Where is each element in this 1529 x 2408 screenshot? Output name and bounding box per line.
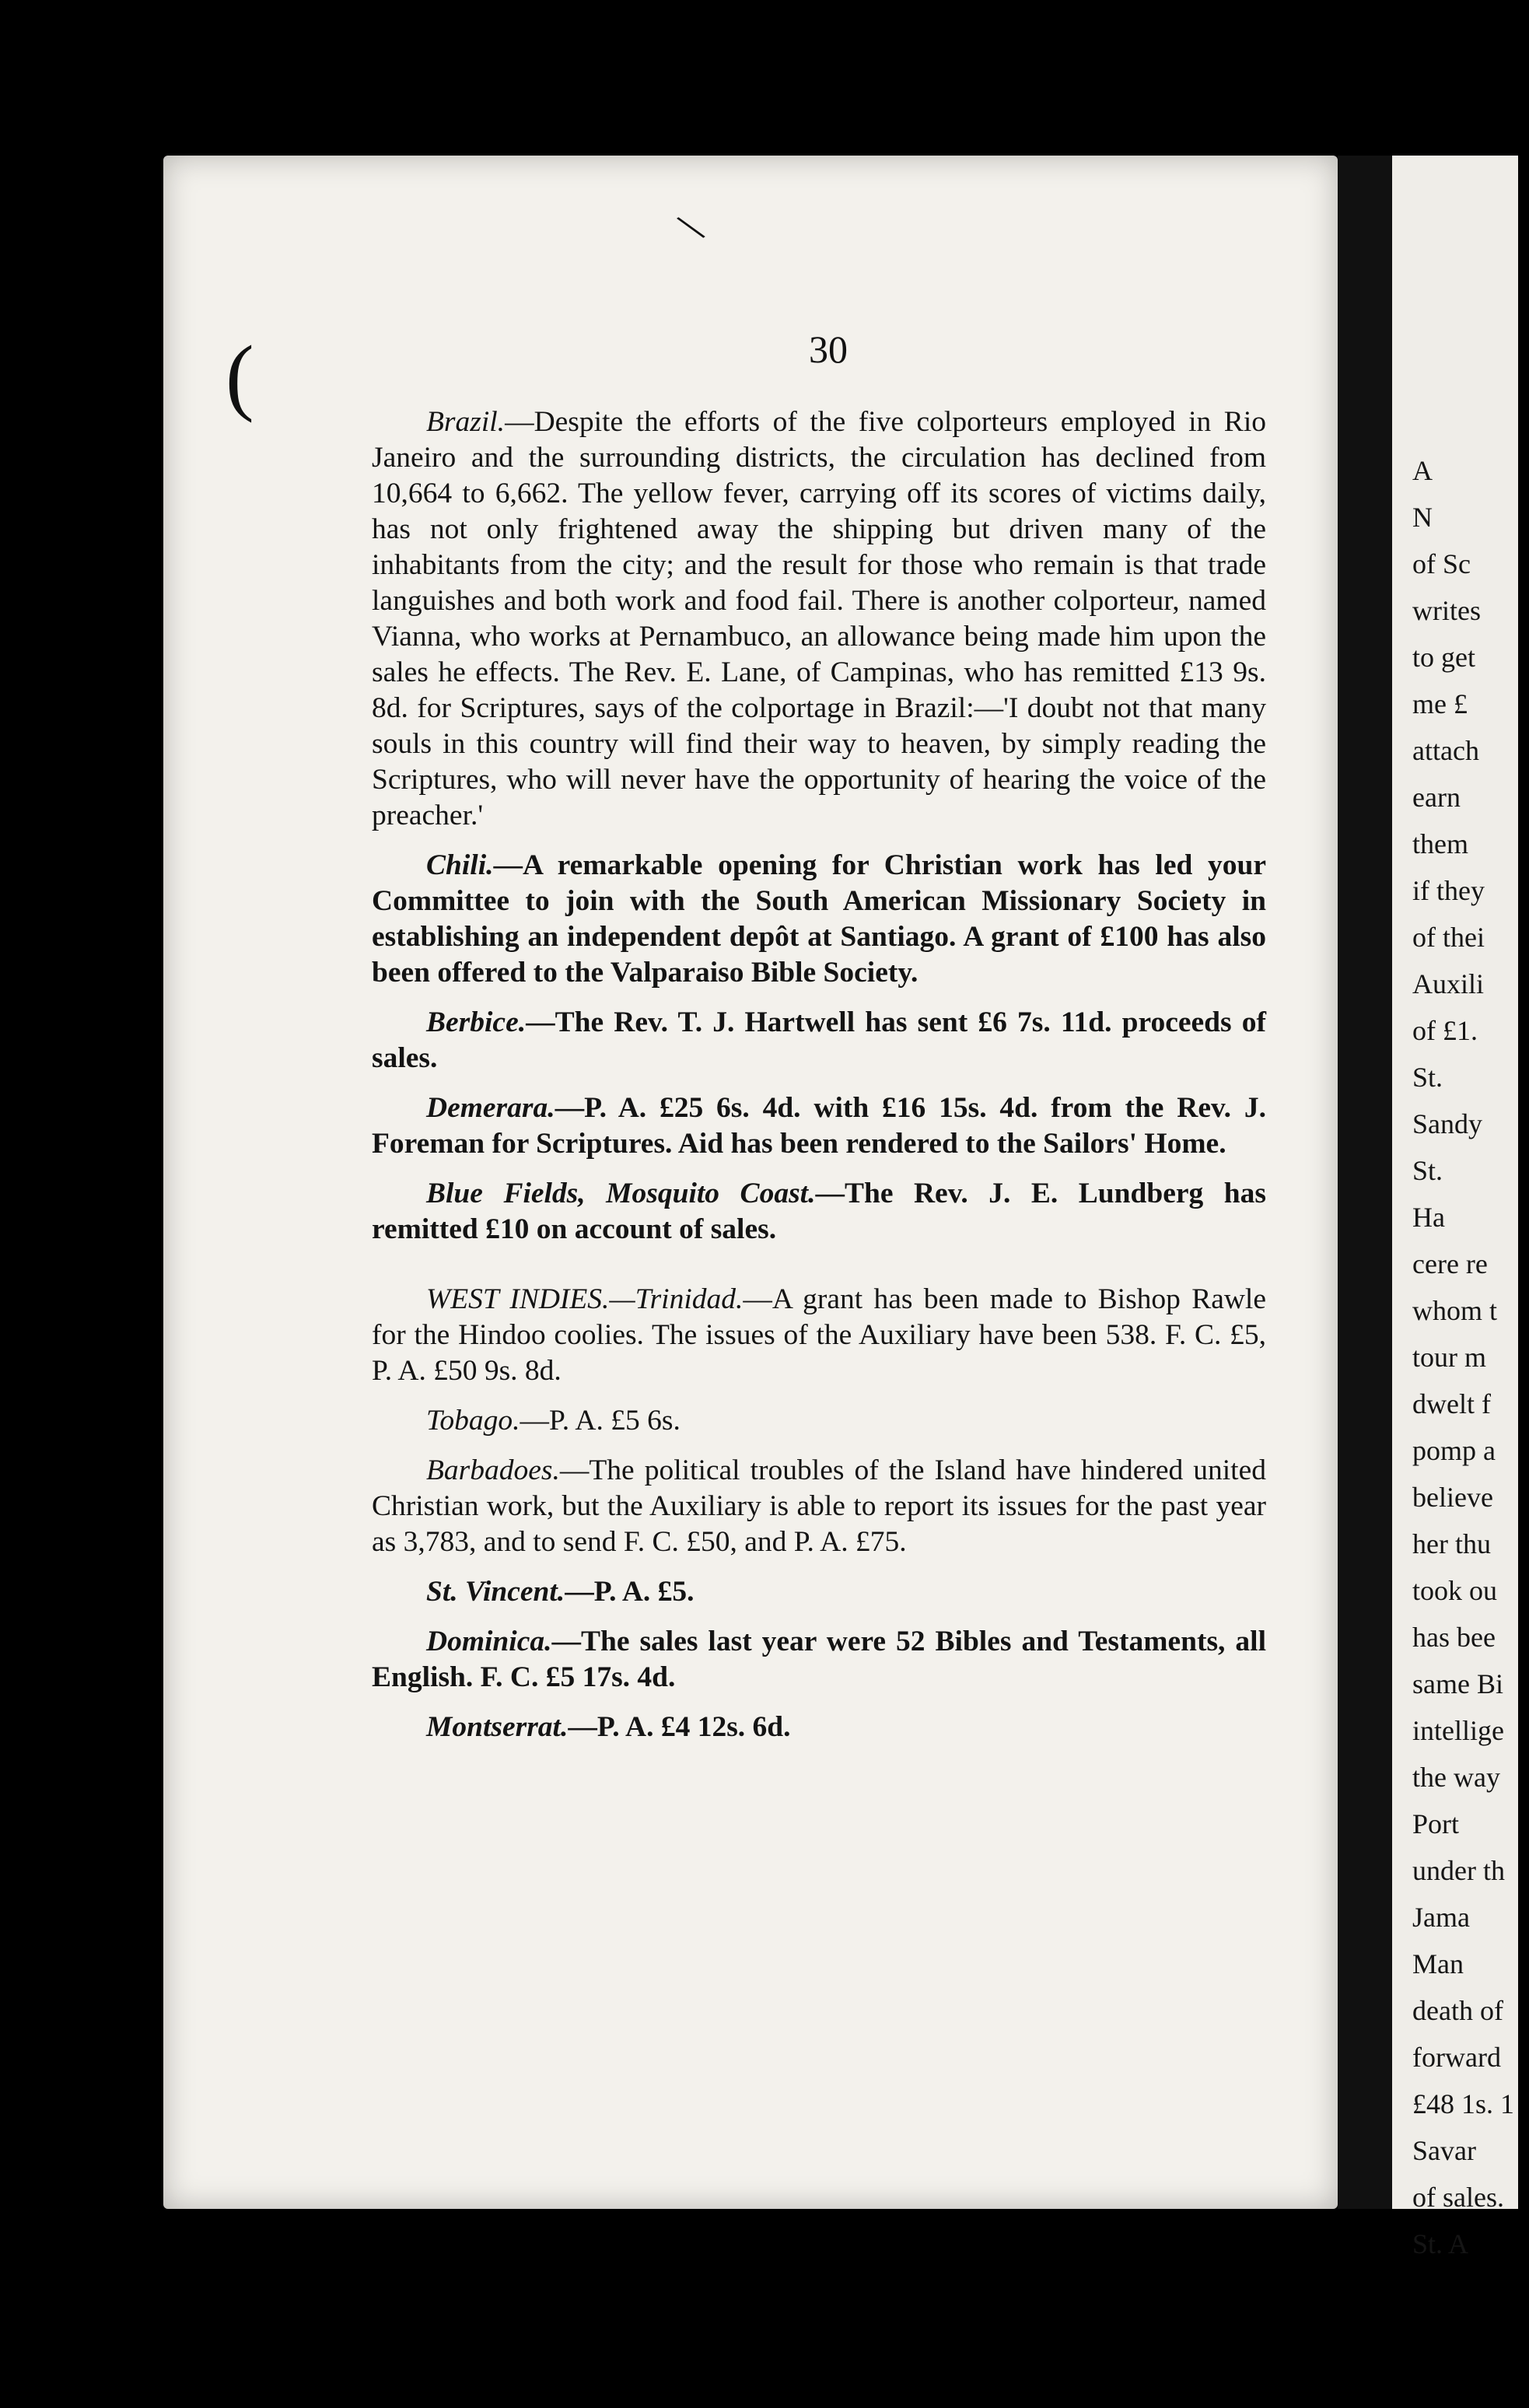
adjacent-line: cere re: [1412, 1248, 1488, 1279]
adjacent-line: if they: [1412, 875, 1485, 906]
adjacent-line: of sales.: [1412, 2182, 1504, 2213]
paragraph-text: —P. A. £5.: [565, 1576, 695, 1608]
adjacent-line: of thei: [1412, 922, 1485, 953]
adjacent-line: under th: [1412, 1855, 1505, 1886]
adjacent-line: writes: [1412, 595, 1481, 626]
page-number: 30: [809, 327, 848, 371]
adjacent-line: dwelt f: [1412, 1388, 1491, 1419]
paragraph-heading: Berbice.: [426, 1006, 527, 1038]
paragraph-heading: Brazil.: [426, 406, 506, 438]
paragraph: [372, 1176, 1266, 1248]
paragraph-heading: Demerara.: [426, 1092, 555, 1124]
margin-bracket-mark: (: [226, 328, 254, 423]
adjacent-page-text: [1412, 451, 1529, 2271]
page-body: [372, 404, 1266, 1759]
paragraph-heading: WEST INDIES.—Trinidad.: [426, 1283, 744, 1315]
paragraph: [372, 404, 1266, 834]
paragraph-text: —P. A. £25 6s. 4d. with £16 15s. 4d. from the Rev. J. Foreman for Scriptures. Aid has been rendered to the Sailors' Home.: [372, 1092, 1266, 1160]
ink-mark: \: [670, 202, 711, 252]
adjacent-line: whom t: [1412, 1295, 1498, 1326]
paragraph-text: —Despite the efforts of the five colporteurs employed in Rio Janeiro and the surrounding districts, the circulation has declined from 10,664 to 6,662. The yellow fever, carrying off its scores of victims daily, has not only frightened away the shipping but driven many of the inhabitants from the city; and the result for those who remain is that trade languishes and both work and food fail. There is another colporteur, named Vianna, who works at Pernambuco, an allowance being made him upon the sales he effects. The Rev. E. Lane, of Campinas, who has remitted £13 9s. 8d. for Scriptures, says of the colportage in Brazil:—'I doubt not that many souls in this country will find their way to heaven, by simply reading the Scriptures, who will never have the opportunity of hearing the voice of the preacher.': [372, 406, 1266, 831]
adjacent-line: Savar: [1412, 2135, 1476, 2166]
adjacent-line: £48 1s. 1: [1412, 2088, 1515, 2119]
adjacent-line: tour m: [1412, 1342, 1486, 1373]
paragraph-heading: Barbadoes.: [426, 1454, 560, 1486]
paragraph: [372, 1282, 1266, 1389]
paragraph: [372, 1403, 1266, 1439]
adjacent-line: same Bi: [1412, 1668, 1503, 1699]
adjacent-line: believe: [1412, 1482, 1493, 1513]
paragraph-text: —P. A. £4 12s. 6d.: [568, 1711, 791, 1743]
paragraph-text: —A remarkable opening for Christian work has led your Committee to join with the South American Missionary Society in establishing an independent depôt at Santiago. A grant of £100 has also been offered to the Valparaiso Bible Society.: [372, 849, 1266, 989]
paragraph: [372, 1090, 1266, 1162]
paragraph: [372, 1624, 1266, 1696]
paragraph-text: —The sales last year were 52 Bibles and Testaments, all English. F. C. £5 17s. 4d.: [372, 1626, 1266, 1693]
paragraph-text: —The Rev. T. J. Hartwell has sent £6 7s. 11d. proceeds of sales.: [372, 1006, 1266, 1074]
adjacent-line: Jama: [1412, 1902, 1470, 1933]
adjacent-line: earn: [1412, 782, 1461, 813]
adjacent-line: her thu: [1412, 1528, 1491, 1559]
adjacent-line: me £: [1412, 688, 1468, 719]
adjacent-line: St.: [1412, 1155, 1443, 1186]
adjacent-line: attach: [1412, 735, 1479, 766]
adjacent-line: to get: [1412, 642, 1475, 673]
adjacent-line: intellige: [1412, 1715, 1504, 1746]
adjacent-line: St. A: [1412, 2228, 1469, 2259]
adjacent-line: of Sc: [1412, 548, 1471, 579]
paragraph-heading: Montserrat.: [426, 1711, 569, 1743]
paragraph: [372, 1005, 1266, 1076]
paragraph-heading: St. Vincent.: [426, 1576, 565, 1608]
paragraph-heading: Tobago.: [426, 1405, 520, 1437]
paragraph-heading: Blue Fields, Mosquito Coast.: [426, 1178, 816, 1209]
adjacent-line: took ou: [1412, 1575, 1498, 1606]
adjacent-line: death of: [1412, 1995, 1503, 2026]
paragraph: [372, 1574, 1266, 1610]
adjacent-line: Man: [1412, 1948, 1464, 1979]
paragraph: [372, 1453, 1266, 1560]
paragraph: [372, 1710, 1266, 1745]
paragraph-text: —The political troubles of the Island have hindered united Christian work, but the Auxiliary is able to report its issues for the past year as 3,783, and to send F. C. £50, and P. A. £75.: [372, 1454, 1266, 1558]
adjacent-line: of £1.: [1412, 1015, 1478, 1046]
adjacent-line: the way: [1412, 1762, 1500, 1793]
adjacent-line: Auxili: [1412, 968, 1485, 999]
adjacent-line: them: [1412, 828, 1468, 859]
adjacent-line: A: [1412, 455, 1433, 486]
adjacent-line: forward: [1412, 2042, 1501, 2073]
adjacent-line: has bee: [1412, 1622, 1496, 1653]
adjacent-line: Ha: [1412, 1202, 1445, 1233]
adjacent-line: pomp a: [1412, 1435, 1496, 1466]
adjacent-line: Sandy: [1412, 1108, 1482, 1139]
paragraph: [372, 848, 1266, 991]
paragraph-heading: Chili.: [426, 849, 494, 881]
adjacent-line: Port: [1412, 1808, 1460, 1839]
page-gutter: [1338, 156, 1392, 2209]
adjacent-line: St.: [1412, 1062, 1443, 1093]
paragraph-text: —P. A. £5 6s.: [520, 1405, 681, 1437]
paragraph-text: —A grant has been made to Bishop Rawle for the Hindoo coolies. The issues of the Auxiliary have been 538. F. C. £5, P. A. £50 9s. 8d.: [372, 1283, 1266, 1387]
adjacent-page: [1392, 156, 1518, 2259]
paragraph-heading: Dominica.: [426, 1626, 552, 1657]
adjacent-line: N: [1412, 502, 1433, 533]
paragraph-text: —The Rev. J. E. Lundberg has remitted £10 on account of sales.: [372, 1178, 1266, 1245]
